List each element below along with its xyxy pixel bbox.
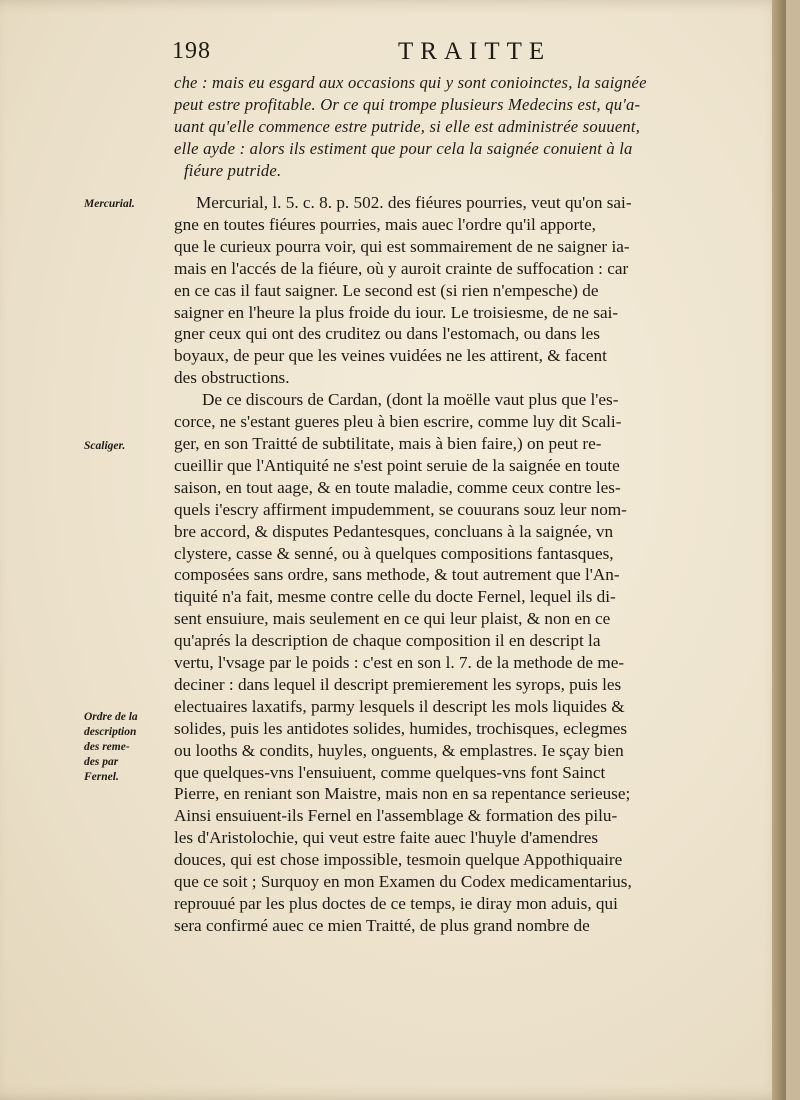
text-line: uant qu'elle commence estre putride, si elle est administrée souuent, (174, 117, 641, 136)
text-line: que quelques-vns l'ensuiuent, comme quelques-vns font Sainct (174, 762, 606, 782)
margin-note-line: Fernel. (84, 771, 119, 783)
margin-note-line: des reme- (84, 741, 130, 753)
margin-note-line: des par (84, 756, 119, 768)
running-title: TRAITTE (398, 38, 552, 65)
margin-note-line: description (84, 726, 137, 738)
text-line: boyaux, de peur que les veines vuidées ne les attirent, & facent (174, 346, 607, 366)
italic-paragraph (174, 72, 764, 182)
text-line: qu'aprés la description de chaque composition il en descript la (174, 631, 601, 651)
text-line: en ce cas il faut saigner. Le second est (si rien n'empesche) de (174, 280, 599, 300)
text-line: solides, puis les antidotes solides, humides, trochisques, eclegmes (174, 718, 628, 738)
text-line: gne en toutes fiéures pourries, mais auec l'ordre qu'il apporte, (174, 214, 596, 234)
text-line: corce, ne s'estant gueres pleu à bien escrire, comme luy dit Scali- (174, 412, 622, 432)
text-line: douces, qui est chose impossible, tesmoin quelque Appothiquaire (174, 850, 623, 870)
text-line: reprouué par les plus doctes de ce temps, ie diray mon aduis, qui (174, 894, 618, 913)
text-line: tiquité n'a fait, mesme contre celle du docte Fernel, lequel ils di- (174, 587, 616, 607)
page-edge (772, 0, 786, 1100)
text-line: Ainsi ensuiuent-ils Fernel en l'assemblage & formation des pilu- (174, 806, 618, 826)
page-header (172, 36, 772, 72)
margin-note-line: Scaliger. (84, 440, 126, 452)
margin-note-scaliger (84, 440, 125, 452)
text-line: les d'Aristolochie, qui veut estre faite auec l'huyle d'amendres (174, 828, 599, 848)
margin-note-line: Mercurial. (84, 198, 135, 210)
text-line: mais en l'accés de la fiéure, où y auroit crainte de suffocation : car (174, 258, 629, 278)
text-line: deciner : dans lequel il descript premierement les syrops, puis les (174, 674, 622, 694)
text-line: que le curieux pourra voir, qui est sommairement de ne saigner ia- (174, 236, 630, 256)
text-line: saigner en l'heure la plus froide du iour. Le troisiesme, de ne sai- (174, 302, 619, 322)
text-line: quels i'escry affirment impudemment, se couurans souz leur nom- (174, 499, 627, 519)
text-line: peut estre profitable. Or ce qui trompe plusieurs Medecins est, qu'a- (174, 95, 641, 114)
text-line: Mercurial, l. 5. c. 8. p. 502. des fiéures pourries, veut qu'on sai- (196, 193, 632, 212)
text-line: composées sans ordre, sans methode, & tout autrement que l'An- (174, 565, 620, 585)
text-line: des obstructions. (174, 368, 290, 388)
text-line: elle ayde : alors ils estiment que pour cela la saignée conuient à la (174, 139, 633, 158)
text-line: clystere, casse & senné, ou à quelques compositions fantasques, (174, 543, 614, 563)
text-line: ou looths & condits, huyles, onguents, & emplastres. Ie sçay bien (174, 740, 624, 760)
text-line: Pierre, en reniant son Maistre, mais non en sa repentance serieuse; (174, 784, 631, 804)
text-line: fiéure putride. (184, 161, 282, 180)
margin-note-line: Ordre de la (84, 711, 138, 723)
text-line: que ce soit ; Surquoy en mon Examen du Codex medicamentarius, (174, 872, 632, 892)
text-line: sera confirmé auec ce mien Traitté, de plus grand nombre de (174, 915, 590, 935)
text-line: gner ceux qui ont des cruditez ou dans l'estomach, ou dans les (174, 324, 600, 344)
text-line: saison, en tout aage, & en toute maladie, comme ceux contre les- (174, 477, 621, 497)
page-number: 198 (172, 38, 211, 64)
text-line: electuaires laxatifs, parmy lesquels il descript les mols liquides & (174, 696, 625, 716)
text-line: bre accord, & disputes Pedantesques, concluans à la saignée, vn (174, 521, 614, 541)
margin-note-mercurial (84, 198, 135, 210)
text-line: cueillir que l'Antiquité ne s'est point seruie de la saignée en toute (174, 455, 620, 475)
text-line: De ce discours de Cardan, (dont la moëlle vaut plus que l'es- (202, 390, 619, 410)
text-line: sent ensuiure, mais seulement en ce qui leur plaist, & non en ce (174, 609, 611, 629)
margin-note-fernel (84, 710, 138, 785)
text-line: ger, en son Traitté de subtilitate, mais à bien faire,) on peut re- (174, 433, 602, 453)
text-line: vertu, l'vsage par le poids : c'est en son l. 7. de la methode de me- (174, 653, 625, 673)
text-line: che : mais eu esgard aux occasions qui y sont conioinctes, la saignée (174, 73, 647, 92)
body-text (174, 192, 764, 937)
